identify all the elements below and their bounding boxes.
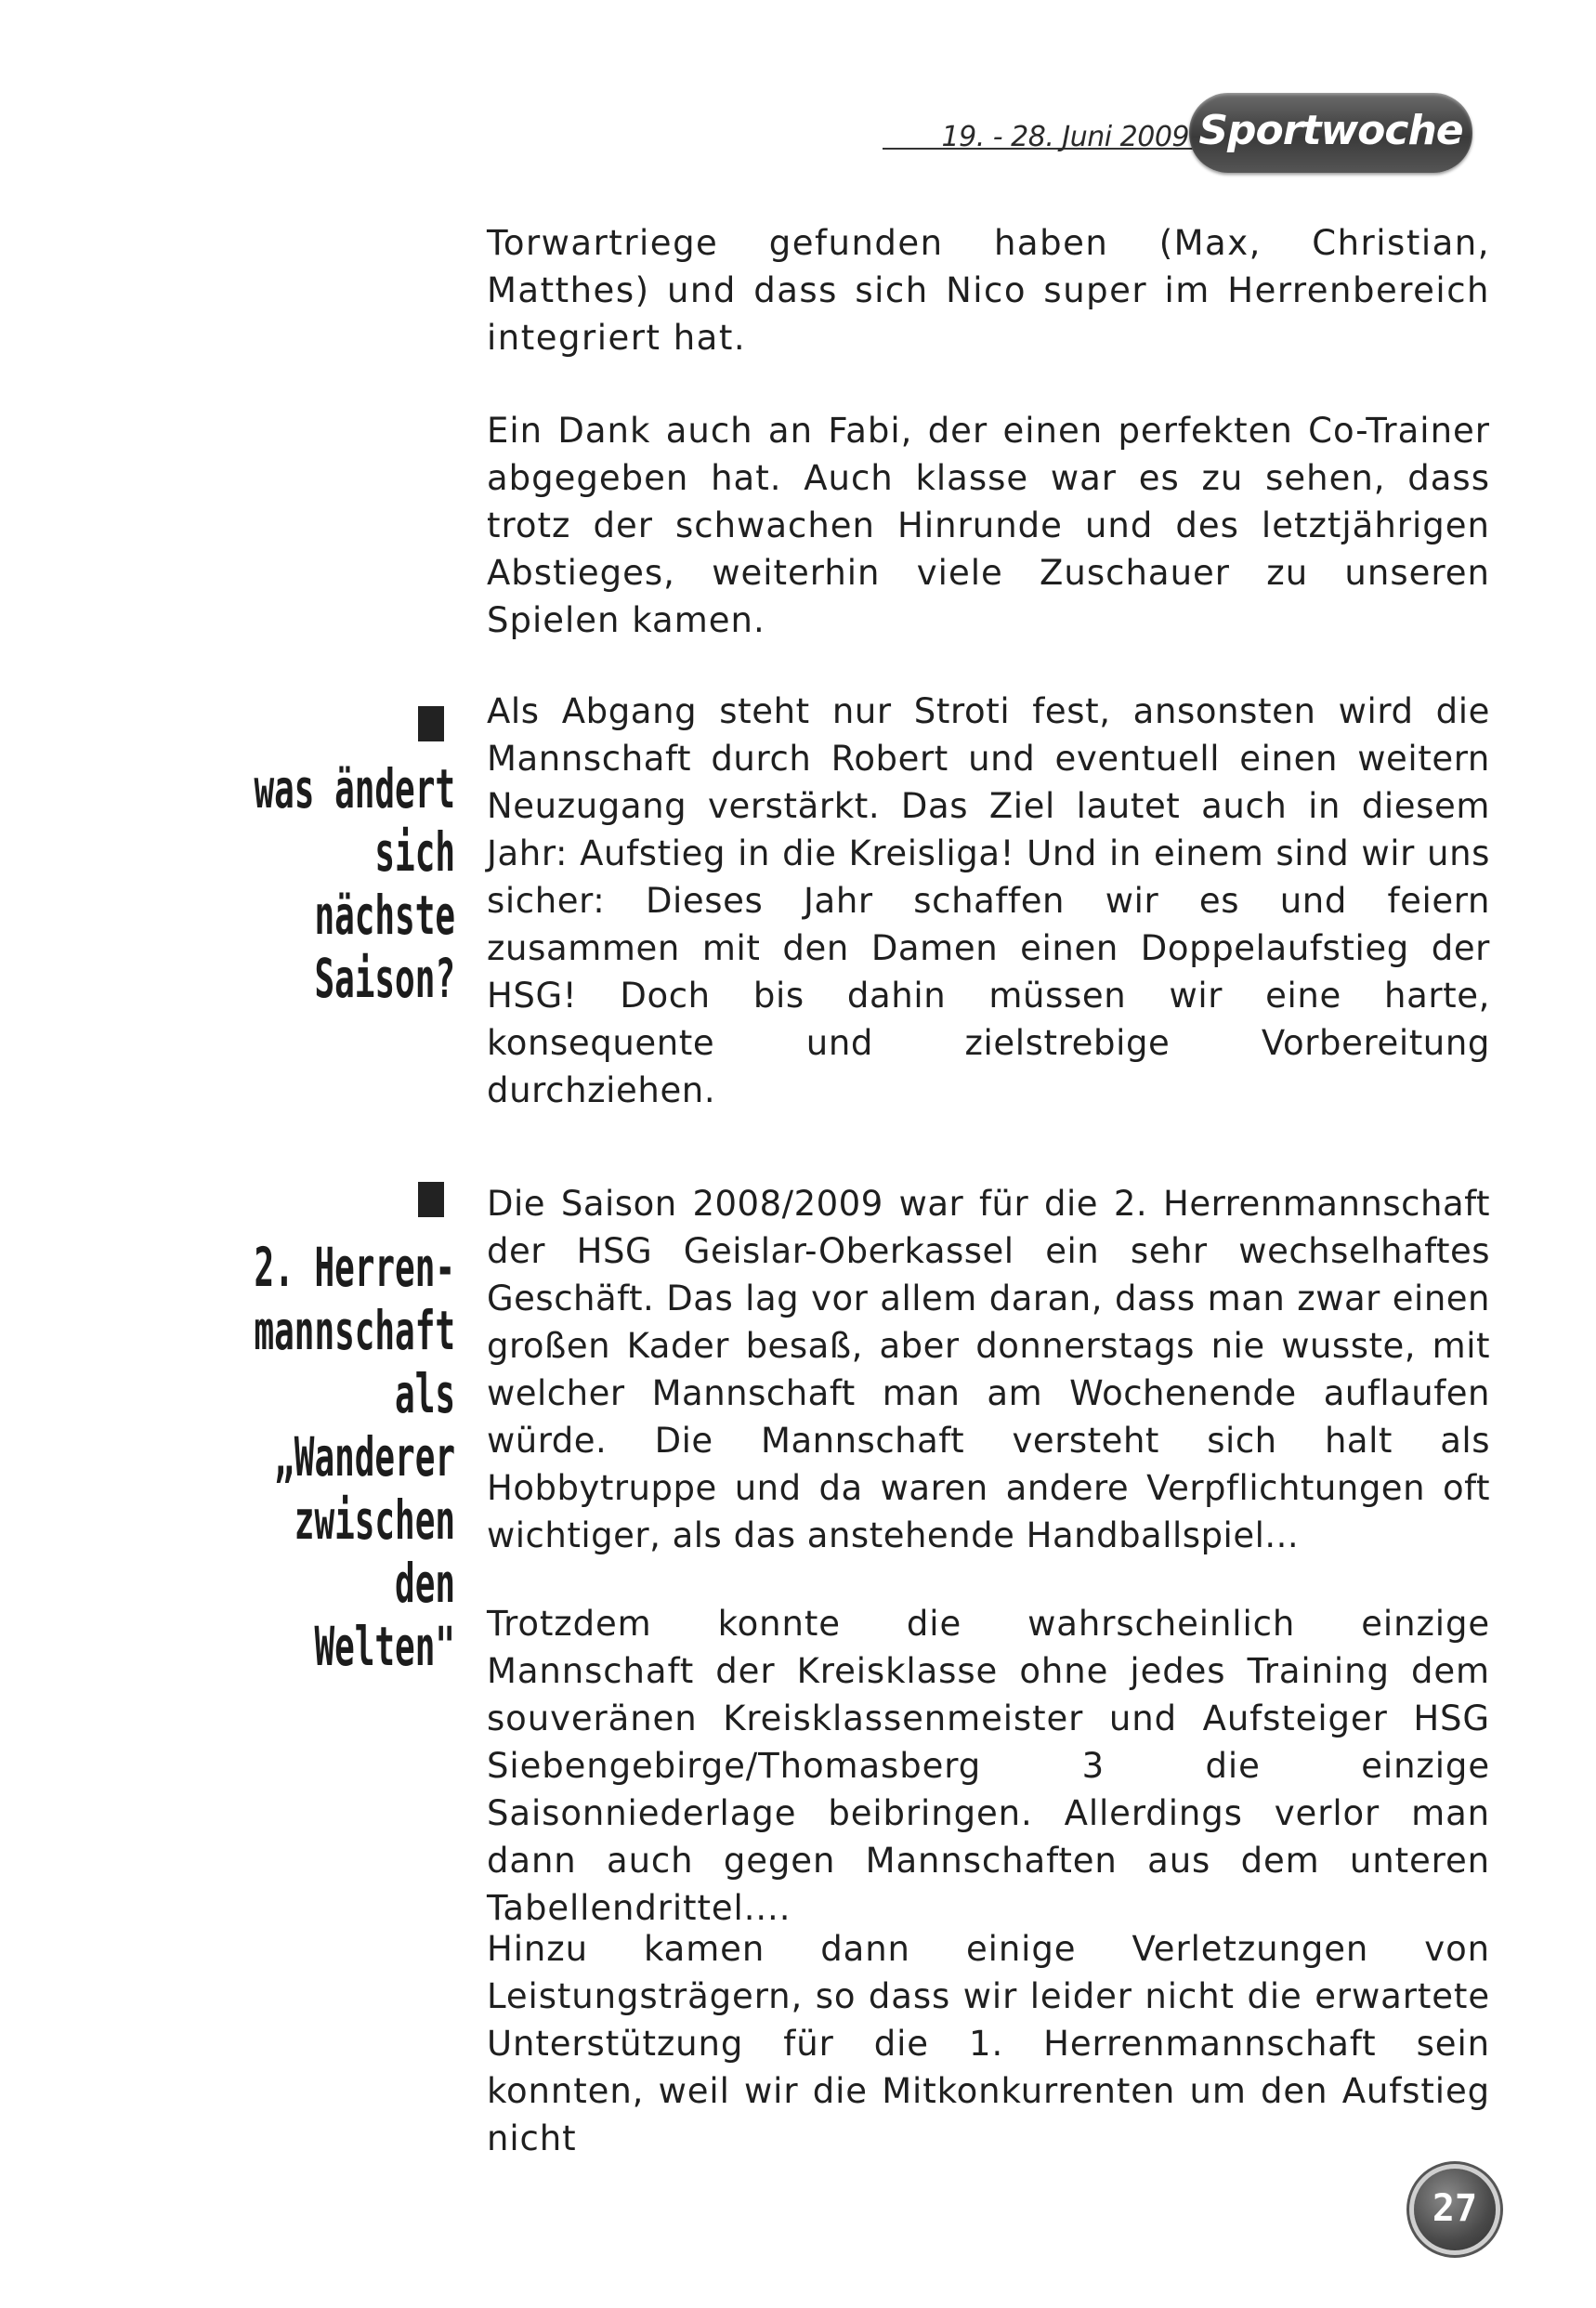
paragraph-4 <box>487 1180 1490 1559</box>
side-heading-line: was ändert sich <box>254 757 455 884</box>
paragraph-2 <box>487 407 1490 644</box>
page-number: 27 <box>1432 2187 1478 2230</box>
section-marker-icon <box>418 706 444 741</box>
side-heading-line: mannschaft <box>254 1299 455 1362</box>
paragraph-3 <box>487 688 1490 1114</box>
header-date: 19. - 28. Juni 2009 <box>941 121 1189 153</box>
sportwoche-badge <box>1189 93 1472 173</box>
paragraph-text: Torwartriege gefunden haben (Max, Christian, Matthes) und dass sich Nico super im Herrenbereich integriert hat. <box>487 223 1490 358</box>
paragraph-1 <box>487 219 1490 361</box>
side-heading-line: nächste Saison? <box>314 884 455 1010</box>
paragraph-text: Die Saison 2008/2009 war für die 2. Herrenmannschaft der HSG Geislar-Oberkassel ein sehr wechselhaftes Geschäft. Das lag vor allem daran, dass man zwar einen großen Kader besaß, aber donnerstags nie wusste, mit welcher Mannschaft man am Wochenende auflaufen würde. Die Mannschaft versteht sich halt als Hobbytruppe und da waren andere Verpflichtungen oft wichtiger, als das anstehende Handballspiel... <box>487 1184 1490 1555</box>
page-number-badge <box>1414 2169 1496 2250</box>
section-marker-icon <box>418 1182 444 1217</box>
side-heading-second-team <box>248 1236 455 1678</box>
side-heading-next-season <box>248 757 455 1010</box>
paragraph-text: Trotzdem konnte die wahrscheinlich einzige Mannschaft der Kreisklasse ohne jedes Training dem souveränen Kreisklassenmeister und Aufsteiger HSG Siebengebirge/Thomasberg 3 die einzige Saisonniederlage beibringen. Allerdings verlor man dann auch gegen Mannschaften aus dem unteren Tabellendrittel.... <box>487 1604 1490 1928</box>
side-heading-line: als „Wanderer <box>274 1362 455 1488</box>
paragraph-5 <box>487 1600 1490 1932</box>
side-heading-line: Welten" <box>314 1615 455 1678</box>
paragraph-text: Als Abgang steht nur Stroti fest, ansonsten wird die Mannschaft durch Robert und eventuell einen weitern Neuzugang verstärkt. Das Ziel lautet auch in diesem Jahr: Aufstieg in die Kreisliga! Und in einem sind wir uns sicher: Dieses Jahr schaffen wir es und feiern zusammen mit den Damen einen Doppelaufstieg der HSG! Doch bis dahin müssen wir eine harte, konsequente und zielstrebige Vorbereitung durchziehen. <box>487 691 1490 1110</box>
paragraph-6 <box>487 1925 1490 2162</box>
paragraph-text: Hinzu kamen dann einige Verletzungen von Leistungsträgern, so dass wir leider nicht die erwartete Unterstützung für die 1. Herrenmannschaft sein konnten, weil wir die Mitkonkurrenten um den Aufstieg nicht <box>487 1929 1490 2158</box>
paragraph-text: Ein Dank auch an Fabi, der einen perfekten Co-Trainer abgegeben hat. Auch klasse war es zu sehen, dass trotz der schwachen Hinrunde und des letztjährigen Abstieges, weiterhin viele Zuschauer zu unseren Spielen kamen. <box>487 411 1490 640</box>
page-header <box>883 89 1486 175</box>
sportwoche-badge-label: Sportwoche <box>1198 107 1463 154</box>
side-heading-line: 2. Herren- <box>254 1236 455 1299</box>
side-heading-line: zwischen den <box>294 1488 455 1615</box>
